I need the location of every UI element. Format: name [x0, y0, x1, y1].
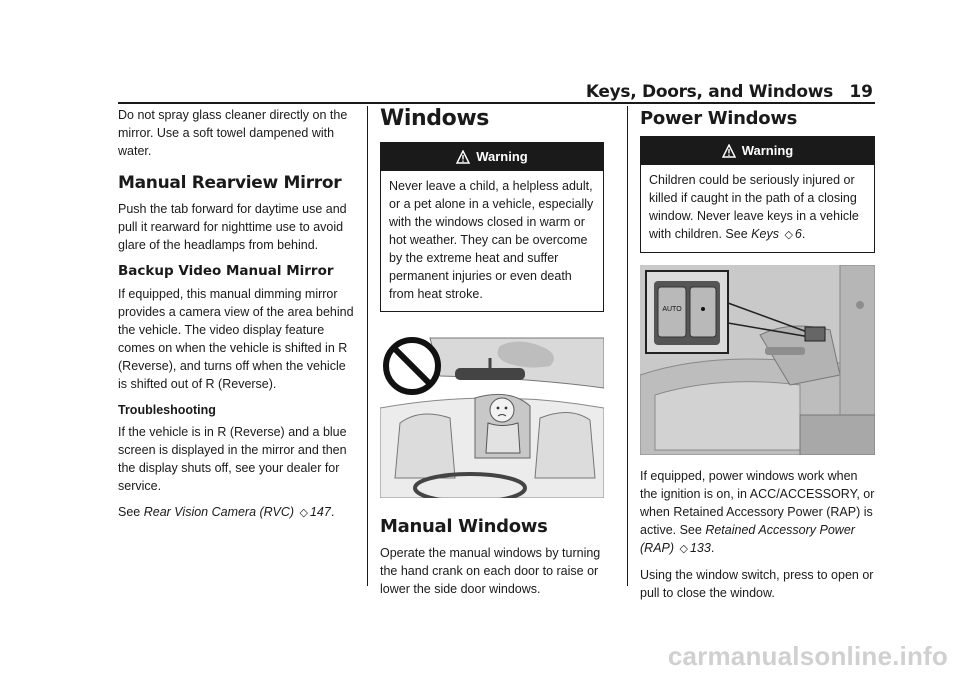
see-ref-link[interactable]: Rear Vision Camera (RVC) — [143, 505, 295, 519]
warning-text-body: Children could be seriously injured or killed if caught in the path of a closing window. Never leave keys in a vehicle with children. See — [649, 173, 859, 241]
column-middle — [380, 106, 604, 606]
manual-mirror-text: Push the tab forward for daytime use and pull it rearward for nighttime use to avoid glare of the headlamps from behind. — [118, 202, 347, 252]
warning-triangle-icon — [456, 150, 470, 164]
power-windows-heading: Power Windows — [640, 108, 798, 129]
warning-box — [640, 136, 875, 253]
page-number: 19 — [849, 82, 873, 102]
column-divider — [367, 106, 368, 586]
see-prefix: See — [118, 505, 141, 519]
warning-header — [381, 143, 603, 171]
warning-box — [380, 142, 604, 312]
warning-label: Warning — [741, 143, 794, 158]
backup-mirror-text: If equipped, this manual dimming mirror provides a camera view of the area behind the vehicle. The video display feature comes on when the vehicle is shifted in R (Reverse), and turns off when the vehicle is shifted out of R (Reverse). — [118, 287, 354, 391]
power-suffix: . — [710, 541, 715, 555]
column-divider — [627, 106, 628, 586]
column-right — [640, 106, 875, 610]
warning-text: Never leave a child, a helpless adult, or a pet alone in a vehicle, especially with the windows closed in warm or hot weather. They can be overcome by the extreme heat and suffer permanent injuries or even death from heat stroke. — [389, 179, 594, 301]
see-suffix: . — [330, 505, 335, 519]
manual-windows-text: Operate the manual windows by turning the hand crank on each door to raise or lower the side door windows. — [380, 546, 601, 596]
warning-triangle-icon — [722, 144, 736, 158]
reference-arrow-icon: ◇ — [299, 507, 308, 519]
manual-windows-heading: Manual Windows — [380, 516, 548, 537]
rap-ref-page[interactable]: 133 — [689, 541, 711, 555]
troubleshooting-text: If the vehicle is in R (Reverse) and a blue screen is displayed in the mirror and then the display shuts off, see your dealer for service. — [118, 425, 347, 493]
warning-header — [641, 137, 874, 165]
warning-label: Warning — [476, 149, 528, 164]
warning-text — [641, 165, 874, 252]
keys-ref-link[interactable]: Keys — [751, 227, 779, 241]
header-title: Keys, Doors, and Windows — [585, 82, 833, 102]
power-windows-body: If equipped, power windows work when the ignition is on, in ACC/ACCESSORY, or when Retained Accessory Power (RAP) is active. See — [640, 469, 875, 537]
power-window-switch-illustration — [640, 265, 875, 455]
reference-arrow-icon: ◇ — [679, 543, 688, 555]
windows-heading: Windows — [380, 106, 489, 131]
intro-paragraph: Do not spray glass cleaner directly on the mirror. Use a soft towel dampened with water. — [118, 108, 348, 158]
page-header — [118, 80, 875, 104]
power-windows-text — [640, 467, 875, 558]
rap-ref-link[interactable]: Retained Accessory Power (RAP) — [640, 523, 855, 555]
prohibited-sign-icon — [386, 340, 438, 392]
warning-suffix: . — [801, 227, 806, 241]
troubleshooting-heading: Troubleshooting — [118, 403, 216, 417]
column-left — [118, 106, 354, 530]
manual-mirror-heading: Manual Rearview Mirror — [118, 173, 342, 193]
see-reference — [118, 503, 354, 522]
child-in-car-illustration — [380, 328, 604, 498]
reference-arrow-icon: ◇ — [784, 229, 793, 241]
window-switch-text: Using the window switch, press to open or pull to close the window. — [640, 568, 874, 600]
see-page[interactable]: 147 — [309, 505, 331, 519]
auto-switch-label: AUTO — [662, 306, 682, 313]
keys-ref-page[interactable]: 6 — [794, 227, 802, 241]
watermark: carmanualsonline.info — [667, 641, 948, 671]
backup-mirror-heading: Backup Video Manual Mirror — [118, 263, 334, 279]
